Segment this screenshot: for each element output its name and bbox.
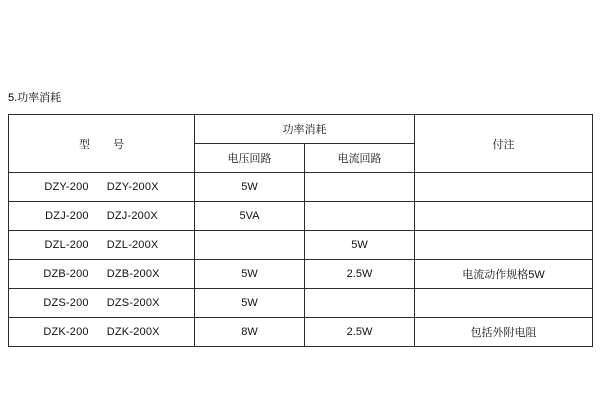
table-row xyxy=(9,260,593,289)
model-code-a: DZY-200 xyxy=(44,181,89,193)
model-code-b: DZB-200X xyxy=(106,268,160,280)
power-consumption-table-wrap xyxy=(8,114,592,347)
cell-model xyxy=(9,318,195,347)
page-title: 5.功率消耗 xyxy=(8,92,62,104)
cell-note xyxy=(415,289,593,318)
power-consumption-table xyxy=(8,114,593,347)
cell-note xyxy=(415,202,593,231)
cell-note xyxy=(415,231,593,260)
cell-voltage: 5W xyxy=(195,173,305,202)
cell-current: 2.5W xyxy=(305,318,415,347)
model-code-b: DZL-200X xyxy=(106,239,159,251)
column-header-current-circuit: 电流回路 xyxy=(305,144,415,173)
model-code-b: DZS-200X xyxy=(106,297,160,309)
model-code-a: DZS-200 xyxy=(43,297,89,309)
table-row xyxy=(9,202,593,231)
table-row xyxy=(9,289,593,318)
cell-note: 电流动作规格5W xyxy=(415,260,593,289)
model-code-a: DZB-200 xyxy=(43,268,89,280)
cell-model xyxy=(9,260,195,289)
cell-note: 包括外附电阻 xyxy=(415,318,593,347)
cell-current xyxy=(305,202,415,231)
cell-model xyxy=(9,173,195,202)
column-header-model xyxy=(9,115,195,173)
model-code-a: DZK-200 xyxy=(43,326,89,338)
table-row xyxy=(9,318,593,347)
column-header-voltage-circuit: 电压回路 xyxy=(195,144,305,173)
cell-current: 5W xyxy=(305,231,415,260)
cell-model xyxy=(9,231,195,260)
cell-current xyxy=(305,289,415,318)
column-header-power-consumption: 功率消耗 xyxy=(195,115,415,144)
cell-voltage: 5VA xyxy=(195,202,305,231)
table-header xyxy=(9,115,593,173)
table-row xyxy=(9,173,593,202)
table-row xyxy=(9,231,593,260)
cell-current xyxy=(305,173,415,202)
cell-voltage: 5W xyxy=(195,260,305,289)
cell-model xyxy=(9,202,195,231)
cell-model xyxy=(9,289,195,318)
cell-voltage: 5W xyxy=(195,289,305,318)
model-code-b: DZJ-200X xyxy=(106,210,158,222)
model-code-b: DZK-200X xyxy=(106,326,160,338)
table-header-row-1 xyxy=(9,115,593,144)
cell-note xyxy=(415,173,593,202)
cell-current: 2.5W xyxy=(305,260,415,289)
column-header-model-label: 型 号 xyxy=(79,138,130,151)
column-header-note: 付注 xyxy=(415,115,593,173)
model-code-a: DZJ-200 xyxy=(45,210,89,222)
model-code-b: DZY-200X xyxy=(106,181,159,193)
model-code-a: DZL-200 xyxy=(44,239,89,251)
cell-voltage: 8W xyxy=(195,318,305,347)
cell-voltage xyxy=(195,231,305,260)
table-body xyxy=(9,173,593,347)
